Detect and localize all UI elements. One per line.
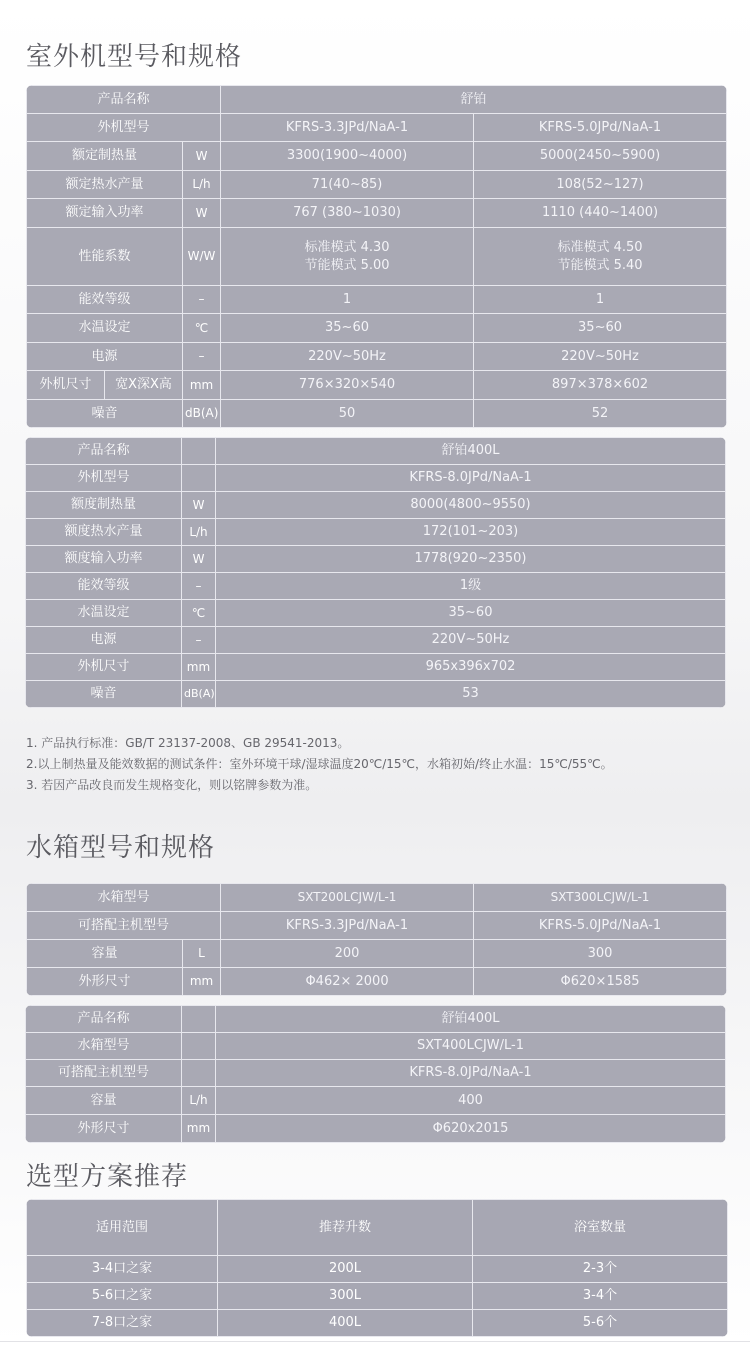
- bottom-divider: [0, 1341, 750, 1342]
- cell-value: 5000(2450~5900): [474, 142, 727, 171]
- cell-value: 220V~50Hz: [221, 343, 474, 371]
- cell-value: 200: [221, 940, 474, 968]
- row-label: 水箱型号: [26, 1033, 182, 1060]
- row-label: 额定输入功率: [27, 199, 183, 228]
- cell-value: Φ620×1585: [474, 968, 727, 996]
- cop-cell-b: [474, 228, 727, 286]
- cell-value: SXT300LCJW/L-1: [474, 884, 727, 912]
- cell-value: 1: [221, 286, 474, 314]
- row-label: 水箱型号: [27, 884, 221, 912]
- cell-value: 35~60: [474, 314, 727, 343]
- water-tank-title: 水箱型号和规格: [26, 833, 216, 863]
- cell-value: 220V~50Hz: [474, 343, 727, 371]
- unit-cell: W/W: [183, 228, 221, 286]
- table-row: [26, 1087, 726, 1115]
- recommendation-title: 选型方案推荐: [26, 1162, 189, 1192]
- product-name-label: 产品名称: [27, 86, 221, 114]
- footnotes: [26, 733, 613, 796]
- row-label: 容量: [27, 940, 183, 968]
- table-row: [27, 343, 727, 371]
- cell-value: SXT200LCJW/L-1: [221, 884, 474, 912]
- unit-cell: W: [183, 199, 221, 228]
- row-label: 可搭配主机型号: [27, 912, 221, 940]
- unit-cell: –: [183, 343, 221, 371]
- table-row: [27, 1256, 728, 1283]
- cell-value: 300L: [218, 1283, 473, 1310]
- unit-cell: dB(A): [183, 400, 221, 428]
- cell-value: 5-6口之家: [27, 1283, 218, 1310]
- row-label: 外形尺寸: [26, 1115, 182, 1143]
- table-row: [27, 114, 727, 142]
- cell-value: 108(52~127): [474, 171, 727, 199]
- unit-cell: W: [182, 492, 216, 519]
- unit-cell: L/h: [183, 171, 221, 199]
- cell-value: 1110 (440~1400): [474, 199, 727, 228]
- table-row: [27, 1283, 728, 1310]
- unit-cell: L: [183, 940, 221, 968]
- unit-cell: ℃: [182, 600, 216, 627]
- cell-value: 1: [474, 286, 727, 314]
- table-row: [27, 142, 727, 171]
- row-label: 能效等级: [27, 286, 183, 314]
- row-label: 外机型号: [27, 114, 221, 142]
- cell-value: 3-4个: [473, 1283, 728, 1310]
- cop-standard-b: 标准模式 4.50: [557, 239, 643, 255]
- column-header: 浴室数量: [473, 1200, 728, 1256]
- table-row: [27, 86, 727, 114]
- row-label: 额度输入功率: [26, 546, 182, 573]
- unit-cell: W: [183, 142, 221, 171]
- cell-value: 50: [221, 400, 474, 428]
- cell-value: 300: [474, 940, 727, 968]
- column-header: 推荐升数: [218, 1200, 473, 1256]
- row-label: 能效等级: [26, 573, 182, 600]
- table-row: [26, 519, 726, 546]
- outdoor-spec-table: [26, 85, 727, 428]
- cell-value: 1级: [216, 573, 726, 600]
- table-row: [27, 199, 727, 228]
- unit-cell: mm: [183, 371, 221, 400]
- unit-cell: [182, 465, 216, 492]
- cell-value: 400: [216, 1087, 726, 1115]
- cell-value: 35~60: [216, 600, 726, 627]
- tank-spec-table: [26, 883, 727, 996]
- outdoor-unit-title: 室外机型号和规格: [26, 42, 243, 72]
- table-row: [27, 171, 727, 199]
- cell-value: 200L: [218, 1256, 473, 1283]
- table-row: [27, 371, 727, 400]
- cell-value: KFRS-5.0JPd/NaA-1: [474, 114, 727, 142]
- row-label: 产品名称: [26, 438, 182, 465]
- cell-value: KFRS-8.0JPd/NaA-1: [216, 465, 726, 492]
- table-row: [26, 1033, 726, 1060]
- row-label: 容量: [26, 1087, 182, 1115]
- row-label: 额定制热量: [27, 142, 183, 171]
- unit-cell: [182, 1060, 216, 1087]
- outdoor-spec-table-400l: [25, 437, 726, 708]
- cell-value: KFRS-5.0JPd/NaA-1: [474, 912, 727, 940]
- cell-value: 3-4口之家: [27, 1256, 218, 1283]
- unit-cell: L/h: [182, 519, 216, 546]
- unit-cell: [182, 1033, 216, 1060]
- row-label: 噪音: [26, 681, 182, 708]
- cop-cell-a: [221, 228, 474, 286]
- table-row: [27, 400, 727, 428]
- table-row: [26, 1006, 726, 1033]
- table-row: [26, 573, 726, 600]
- recommendation-table: [26, 1199, 728, 1337]
- table-row: [26, 1060, 726, 1087]
- unit-cell: mm: [182, 1115, 216, 1143]
- cell-value: 220V~50Hz: [216, 627, 726, 654]
- row-label: 水温设定: [27, 314, 183, 343]
- table-row: [26, 465, 726, 492]
- cell-value: 3300(1900~4000): [221, 142, 474, 171]
- cell-value: KFRS-3.3JPd/NaA-1: [221, 912, 474, 940]
- table-row: [26, 492, 726, 519]
- cell-value: 897×378×602: [474, 371, 727, 400]
- unit-cell: L/h: [182, 1087, 216, 1115]
- cop-eco-a: 节能模式 5.00: [304, 257, 390, 273]
- unit-cell: –: [182, 573, 216, 600]
- cell-value: 172(101~203): [216, 519, 726, 546]
- unit-cell: [182, 1006, 216, 1033]
- cell-value: 1778(920~2350): [216, 546, 726, 573]
- row-label: 电源: [27, 343, 183, 371]
- table-row: [27, 228, 727, 286]
- row-label: 水温设定: [26, 600, 182, 627]
- unit-cell: W: [182, 546, 216, 573]
- footnote: 3. 若因产品改良而发生规格变化，则以铭牌参数为准。: [26, 778, 318, 792]
- row-label: 性能系数: [27, 228, 183, 286]
- row-label: 外机型号: [26, 465, 182, 492]
- row-label: 额度热水产量: [26, 519, 182, 546]
- table-row: [26, 681, 726, 708]
- cell-value: 400L: [218, 1310, 473, 1337]
- table-row: [26, 438, 726, 465]
- unit-cell: mm: [183, 968, 221, 996]
- table-row: [26, 1115, 726, 1143]
- cell-value: KFRS-8.0JPd/NaA-1: [216, 1060, 726, 1087]
- cell-value: 5-6个: [473, 1310, 728, 1337]
- cell-value: Φ620x2015: [216, 1115, 726, 1143]
- cell-value: 舒铂400L: [216, 1006, 726, 1033]
- table-row: [26, 627, 726, 654]
- table-header-row: [27, 1200, 728, 1256]
- table-row: [26, 654, 726, 681]
- unit-cell: –: [182, 627, 216, 654]
- row-label: 外形尺寸: [27, 968, 183, 996]
- cell-value: 53: [216, 681, 726, 708]
- cell-value: 52: [474, 400, 727, 428]
- cell-value: 7-8口之家: [27, 1310, 218, 1337]
- cell-value: 舒铂400L: [216, 438, 726, 465]
- cop-standard-a: 标准模式 4.30: [304, 239, 390, 255]
- cell-value: 776×320×540: [221, 371, 474, 400]
- cell-value: 2-3个: [473, 1256, 728, 1283]
- row-label: 噪音: [27, 400, 183, 428]
- cell-value: 767 (380~1030): [221, 199, 474, 228]
- unit-cell: –: [183, 286, 221, 314]
- table-row: [27, 912, 727, 940]
- product-name-value: 舒铂: [221, 86, 727, 114]
- row-label: 产品名称: [26, 1006, 182, 1033]
- row-label: 外机尺寸: [26, 654, 182, 681]
- row-label: 额定热水产量: [27, 171, 183, 199]
- cell-value: 35~60: [221, 314, 474, 343]
- table-row: [27, 314, 727, 343]
- row-label: 外机尺寸: [27, 371, 105, 400]
- cop-eco-b: 节能模式 5.40: [557, 257, 643, 273]
- table-row: [27, 1310, 728, 1337]
- cell-value: 965x396x702: [216, 654, 726, 681]
- table-row: [27, 286, 727, 314]
- cell-value: 71(40~85): [221, 171, 474, 199]
- row-label: 电源: [26, 627, 182, 654]
- cell-value: Φ462× 2000: [221, 968, 474, 996]
- cell-value: SXT400LCJW/L-1: [216, 1033, 726, 1060]
- unit-cell: mm: [182, 654, 216, 681]
- table-row: [27, 884, 727, 912]
- unit-cell: ℃: [183, 314, 221, 343]
- cell-value: 8000(4800~9550): [216, 492, 726, 519]
- table-row: [27, 968, 727, 996]
- table-row: [26, 546, 726, 573]
- tank-spec-table-400l: [25, 1005, 726, 1143]
- column-header: 适用范围: [27, 1200, 218, 1256]
- table-row: [26, 600, 726, 627]
- row-label: 额度制热量: [26, 492, 182, 519]
- unit-cell: dB(A): [182, 681, 216, 708]
- table-row: [27, 940, 727, 968]
- unit-cell: [182, 438, 216, 465]
- footnote: 2.以上制热量及能效数据的测试条件：室外环境干球/湿球温度20℃/15℃，水箱初始/终止水温：15℃/55℃。: [26, 757, 613, 771]
- row-label: 可搭配主机型号: [26, 1060, 182, 1087]
- row-sublabel: 宽X深X高: [105, 371, 183, 400]
- cell-value: KFRS-3.3JPd/NaA-1: [221, 114, 474, 142]
- footnote: 1. 产品执行标准：GB/T 23137-2008、GB 29541-2013。: [26, 736, 350, 750]
